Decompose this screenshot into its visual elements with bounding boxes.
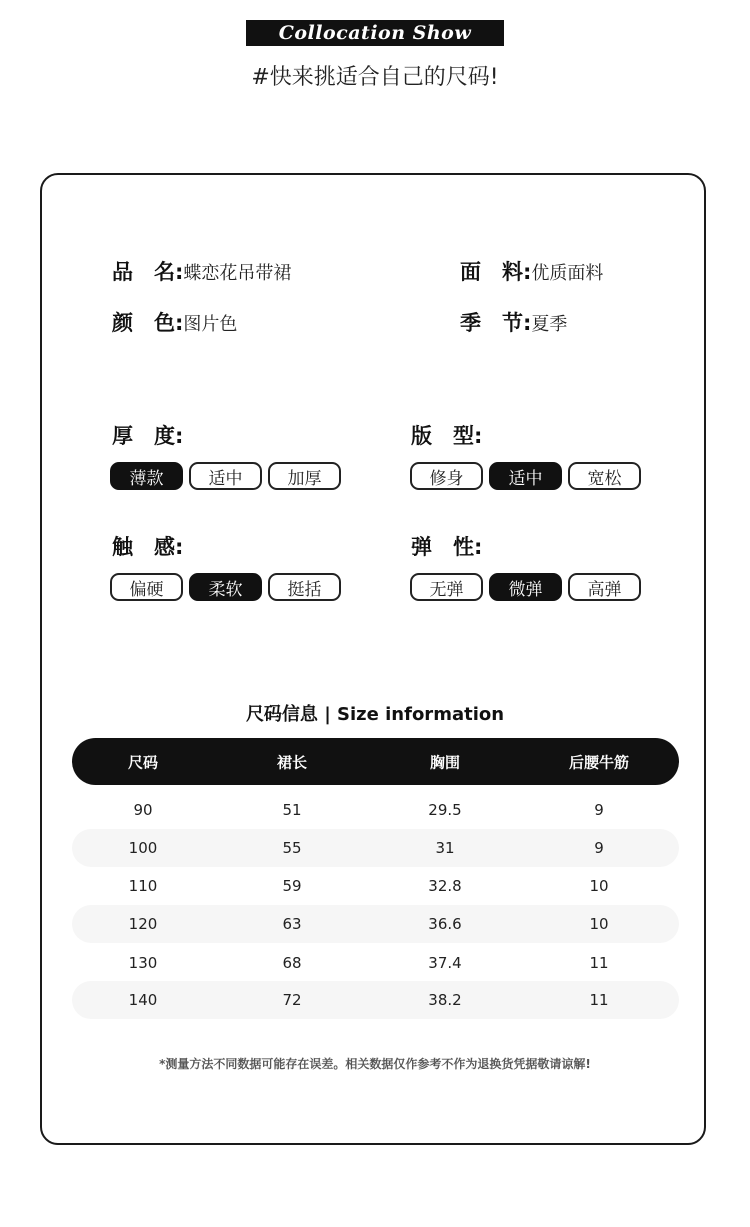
attr-option-pill[interactable]: 无弹 <box>410 573 483 601</box>
table-cell: 63 <box>282 915 302 933</box>
attr-option-pill[interactable]: 修身 <box>410 462 483 490</box>
table-cell: 59 <box>282 877 302 895</box>
info-fabric <box>460 256 603 286</box>
table-cell: 10 <box>589 877 609 895</box>
info-label: 面 料: <box>460 260 532 284</box>
attr-options-fit <box>410 462 641 490</box>
attr-option-pill[interactable]: 挺括 <box>268 573 341 601</box>
table-cell: 10 <box>589 915 609 933</box>
table-cell: 9 <box>594 839 604 857</box>
table-cell: 68 <box>282 954 302 972</box>
table-cell: 100 <box>128 839 158 857</box>
header-cell: 裙长 <box>276 753 308 771</box>
info-value: 优质面料 <box>531 263 604 284</box>
info-label: 品 名: <box>112 260 184 284</box>
table-row <box>72 981 679 1019</box>
table-row <box>72 867 679 905</box>
size-table-header <box>72 738 679 785</box>
table-cell: 51 <box>282 801 302 819</box>
attr-label-fit: 版 型: <box>411 424 483 448</box>
table-cell: 55 <box>282 839 302 857</box>
attr-option-pill[interactable]: 宽松 <box>568 462 641 490</box>
table-cell: 110 <box>128 877 158 895</box>
table-cell: 37.4 <box>428 954 462 972</box>
attr-option-pill[interactable]: 偏硬 <box>110 573 183 601</box>
table-cell: 130 <box>128 954 158 972</box>
table-cell: 9 <box>594 801 604 819</box>
table-cell: 11 <box>589 954 609 972</box>
page-subtitle: #快来挑适合自己的尺码! <box>251 65 499 90</box>
attr-option-pill[interactable]: 适中 <box>489 462 562 490</box>
header-cell: 尺码 <box>127 753 159 771</box>
attr-option-pill[interactable]: 加厚 <box>268 462 341 490</box>
table-row <box>72 905 679 943</box>
table-cell: 120 <box>128 915 158 933</box>
attr-option-pill[interactable]: 柔软 <box>189 573 262 601</box>
table-cell: 38.2 <box>428 991 462 1009</box>
attr-option-pill[interactable]: 微弹 <box>489 573 562 601</box>
table-cell: 29.5 <box>428 801 462 819</box>
table-row <box>72 829 679 867</box>
attr-option-pill[interactable]: 薄款 <box>110 462 183 490</box>
table-cell: 72 <box>282 991 302 1009</box>
header-cell: 后腰牛筋 <box>568 753 630 771</box>
info-color <box>112 307 237 337</box>
info-value: 图片色 <box>183 314 238 335</box>
attr-label-elasticity: 弹 性: <box>411 535 483 559</box>
attr-option-pill[interactable]: 高弹 <box>568 573 641 601</box>
header-cell: 胸围 <box>429 753 461 771</box>
attr-options-elasticity <box>410 573 641 601</box>
info-label: 季 节: <box>460 311 532 335</box>
info-season <box>460 307 567 337</box>
table-cell: 90 <box>133 801 153 819</box>
table-cell: 32.8 <box>428 877 462 895</box>
attr-options-feel <box>110 573 341 601</box>
size-table-title: 尺码信息 | Size information <box>245 704 505 725</box>
attr-option-pill[interactable]: 适中 <box>189 462 262 490</box>
disclaimer-footnote: *测量方法不同数据可能存在误差。相关数据仅作参考不作为退换货凭据敬请谅解! <box>159 1057 591 1071</box>
attr-label-feel: 触 感: <box>112 535 184 559</box>
info-value: 蝶恋花吊带裙 <box>183 263 292 284</box>
table-cell: 31 <box>435 839 455 857</box>
table-row <box>72 944 679 982</box>
collocation-show-banner: Collocation Show <box>246 20 504 46</box>
info-product-name <box>112 256 291 286</box>
table-cell: 11 <box>589 991 609 1009</box>
attr-label-thickness: 厚 度: <box>112 424 184 448</box>
info-value: 夏季 <box>531 314 568 335</box>
table-cell: 36.6 <box>428 915 462 933</box>
attr-options-thickness <box>110 462 341 490</box>
table-row <box>72 791 679 829</box>
table-cell: 140 <box>128 991 158 1009</box>
info-label: 颜 色: <box>112 311 184 335</box>
